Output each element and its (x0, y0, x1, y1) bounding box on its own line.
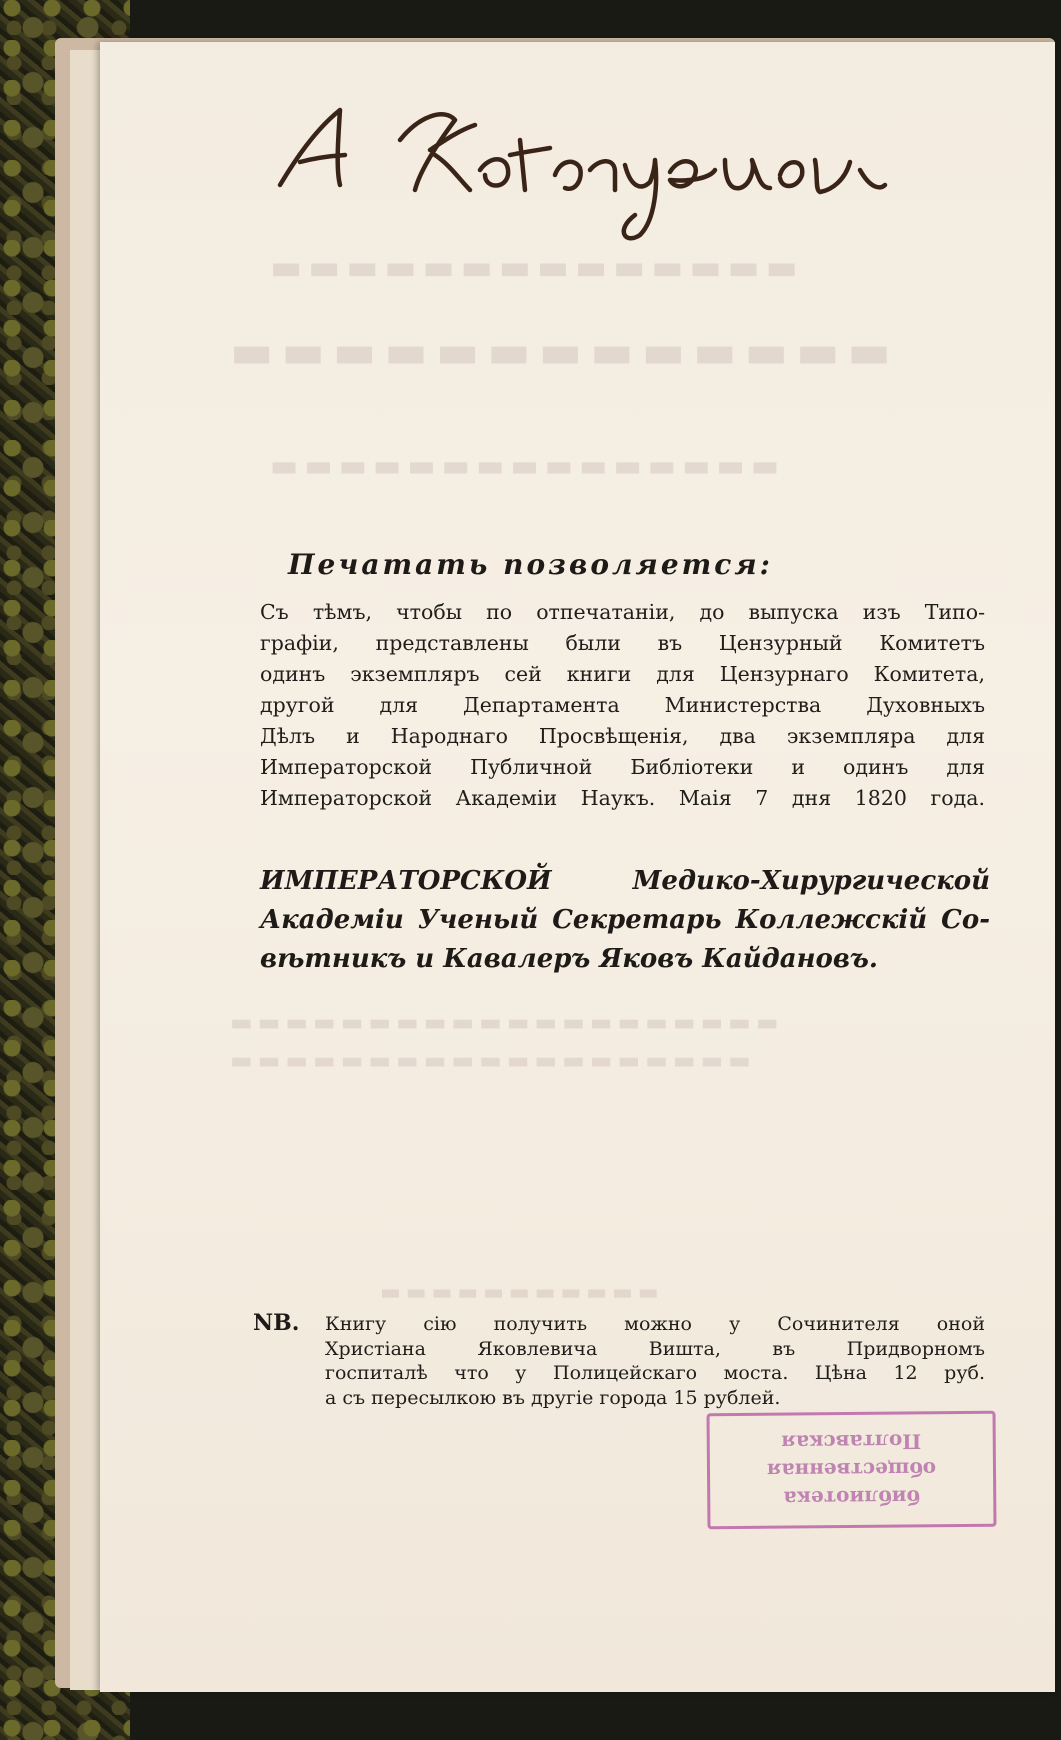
permission-line: другой для Департамента Министерства Духовныхъ (260, 693, 985, 717)
permission-line: Императорской Академіи Наукъ. Маія 7 дня 1820 года. (260, 786, 985, 810)
nb-label: NB. (253, 1310, 300, 1336)
signatory-block (260, 862, 990, 979)
nb-line: а съ пересылкою въ другіе города 15 рублей. (325, 1386, 781, 1409)
bleed-through-line: ▬▬▬▬▬▬▬▬▬▬▬ (380, 1282, 664, 1308)
nb-line: Христіана Яковлевича Вишта, въ Придворномъ (325, 1337, 985, 1360)
nb-line: Книгу сію получить можно у Сочинителя оной (325, 1313, 985, 1335)
permission-line: одинъ экземпляръ сей книги для Цензурнаго Комитета, (260, 662, 985, 686)
signature-text: А Котлярева (290, 225, 397, 244)
bleed-through-line: ▬▬▬▬▬▬▬▬▬▬▬▬▬▬▬▬▬▬▬ (230, 1050, 756, 1079)
permission-line: Съ тѣмъ, чтобы по отпечатаніи, до выпуска изъ Типо- (260, 600, 985, 624)
bleed-through-line: ▬▬▬▬▬▬▬▬▬▬▬▬▬▬▬▬▬▬▬▬ (230, 1012, 784, 1041)
signatory-line: ИМПЕРАТОРСКОЙ Медико-Хирургической (260, 866, 990, 896)
bleed-through-line: ▬▬▬▬▬▬▬▬▬▬▬▬▬▬▬ (270, 452, 786, 487)
nb-notice (325, 1312, 985, 1410)
permission-line: Императорской Публичной Библіотеки и одинъ для (260, 755, 985, 779)
permission-line: Дѣлъ и Народнаго Просвѣщенія, два экземпляра для (260, 724, 985, 748)
handwritten-signature (270, 100, 950, 250)
signatory-line: вѣтникъ и Кавалеръ Яковъ Кайдановъ. (260, 944, 878, 974)
stamp-line: общественная (766, 1457, 937, 1483)
censorship-permission-text (260, 597, 985, 814)
stamp-line: библиотека (783, 1485, 921, 1511)
signatory-line: Академіи Ученый Секретарь Коллежскій Со- (260, 905, 990, 935)
permission-heading: Печатать позволяется: (288, 548, 773, 581)
library-stamp (706, 1411, 996, 1530)
permission-line: графіи, представлены были въ Цензурный Комитетъ (260, 631, 985, 655)
bleed-through-line: ▬▬▬▬▬▬▬▬▬▬▬▬▬▬ (270, 252, 804, 292)
nb-line: госпиталѣ что у Полицейскаго моста. Цѣна 12 руб. (325, 1362, 985, 1384)
bleed-through-line: ▬▬▬▬▬▬▬▬▬▬▬▬▬ (230, 332, 900, 386)
stamp-line: Полтавская (781, 1429, 922, 1455)
